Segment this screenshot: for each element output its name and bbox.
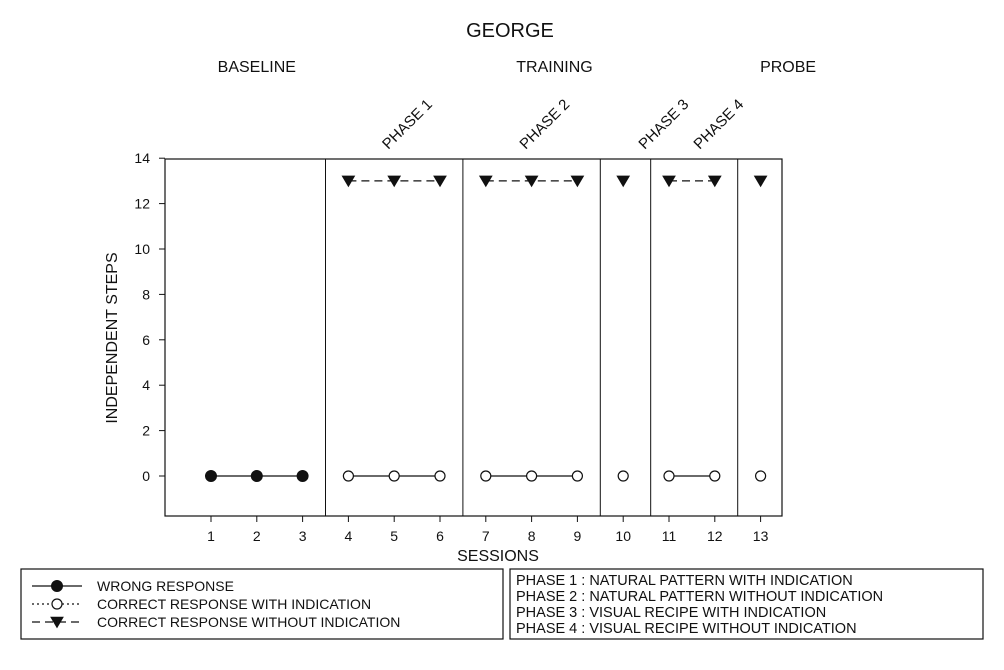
condition-label: BASELINE bbox=[217, 59, 296, 76]
x-tick-label: 11 bbox=[661, 528, 677, 544]
data-point bbox=[251, 471, 262, 482]
y-tick-label: 12 bbox=[134, 195, 150, 212]
data-point bbox=[572, 471, 582, 481]
y-tick-label: 14 bbox=[134, 150, 150, 167]
data-point bbox=[527, 471, 537, 481]
plot-frame bbox=[165, 159, 782, 516]
x-tick-label: 12 bbox=[707, 528, 723, 544]
x-tick-label: 10 bbox=[615, 528, 631, 544]
condition-labels bbox=[218, 59, 816, 76]
phase-label: PHASE 2 bbox=[516, 95, 574, 153]
phase-key-item: PHASE 2 : NATURAL PATTERN WITHOUT INDICATION bbox=[516, 589, 884, 605]
y-axis-label: INDEPENDENT STEPS bbox=[104, 252, 121, 424]
x-tick-label: 7 bbox=[481, 528, 490, 544]
series bbox=[343, 471, 765, 481]
x-axis bbox=[207, 516, 768, 544]
series bbox=[206, 471, 309, 482]
data-point bbox=[756, 471, 766, 481]
phase-change-lines bbox=[326, 159, 738, 516]
x-tick-label: 13 bbox=[752, 528, 769, 544]
y-tick-label: 10 bbox=[134, 241, 150, 257]
x-tick-label: 8 bbox=[527, 528, 536, 544]
data-point bbox=[343, 471, 353, 481]
legend-label: CORRECT RESPONSE WITHOUT INDICATION bbox=[97, 614, 401, 630]
y-tick-label: 0 bbox=[142, 468, 150, 484]
data-point bbox=[481, 471, 491, 481]
data-point bbox=[389, 471, 399, 481]
x-tick-label: 2 bbox=[252, 528, 261, 544]
phase-key bbox=[510, 569, 983, 639]
data-point bbox=[710, 471, 720, 481]
x-tick-label: 5 bbox=[390, 528, 399, 544]
data-point bbox=[664, 471, 674, 481]
phase-label: PHASE 3 bbox=[635, 95, 693, 153]
data-point bbox=[755, 176, 767, 186]
x-tick-label: 1 bbox=[207, 528, 215, 544]
phase-label: PHASE 1 bbox=[379, 95, 436, 153]
data-point bbox=[435, 471, 445, 481]
legend-label: CORRECT RESPONSE WITH INDICATION bbox=[97, 596, 372, 612]
data-series bbox=[206, 176, 767, 481]
phase-label: PHASE 4 bbox=[690, 95, 748, 153]
x-tick-label: 3 bbox=[298, 528, 307, 544]
x-tick-label: 4 bbox=[344, 528, 353, 544]
legend bbox=[21, 569, 503, 639]
condition-label: PROBE bbox=[760, 59, 817, 76]
legend-label: WRONG RESPONSE bbox=[97, 578, 234, 594]
phase-labels bbox=[379, 96, 747, 153]
phase-key-item: PHASE 4 : VISUAL RECIPE WITHOUT INDICATION bbox=[516, 621, 857, 637]
data-point bbox=[434, 176, 446, 186]
data-point bbox=[571, 176, 583, 186]
legend-marker bbox=[52, 581, 63, 592]
legend-marker bbox=[52, 599, 62, 609]
x-tick-label: 6 bbox=[436, 528, 444, 544]
y-tick-label: 4 bbox=[142, 377, 150, 394]
data-point bbox=[297, 471, 308, 482]
x-axis-label: SESSIONS bbox=[457, 548, 539, 565]
phase-key-item: PHASE 3 : VISUAL RECIPE WITH INDICATION bbox=[516, 605, 827, 621]
data-point bbox=[618, 471, 628, 481]
condition-label: TRAINING bbox=[516, 59, 593, 76]
y-tick-label: 6 bbox=[142, 331, 150, 348]
y-axis bbox=[134, 150, 165, 484]
data-point bbox=[206, 471, 217, 482]
y-tick-label: 8 bbox=[142, 286, 150, 303]
x-tick-label: 9 bbox=[573, 528, 582, 544]
series bbox=[342, 176, 766, 186]
data-point bbox=[617, 176, 629, 186]
y-tick-label: 2 bbox=[142, 422, 150, 439]
phase-key-item: PHASE 1 : NATURAL PATTERN WITH INDICATION bbox=[516, 573, 853, 589]
chart-title: GEORGE bbox=[466, 20, 554, 42]
